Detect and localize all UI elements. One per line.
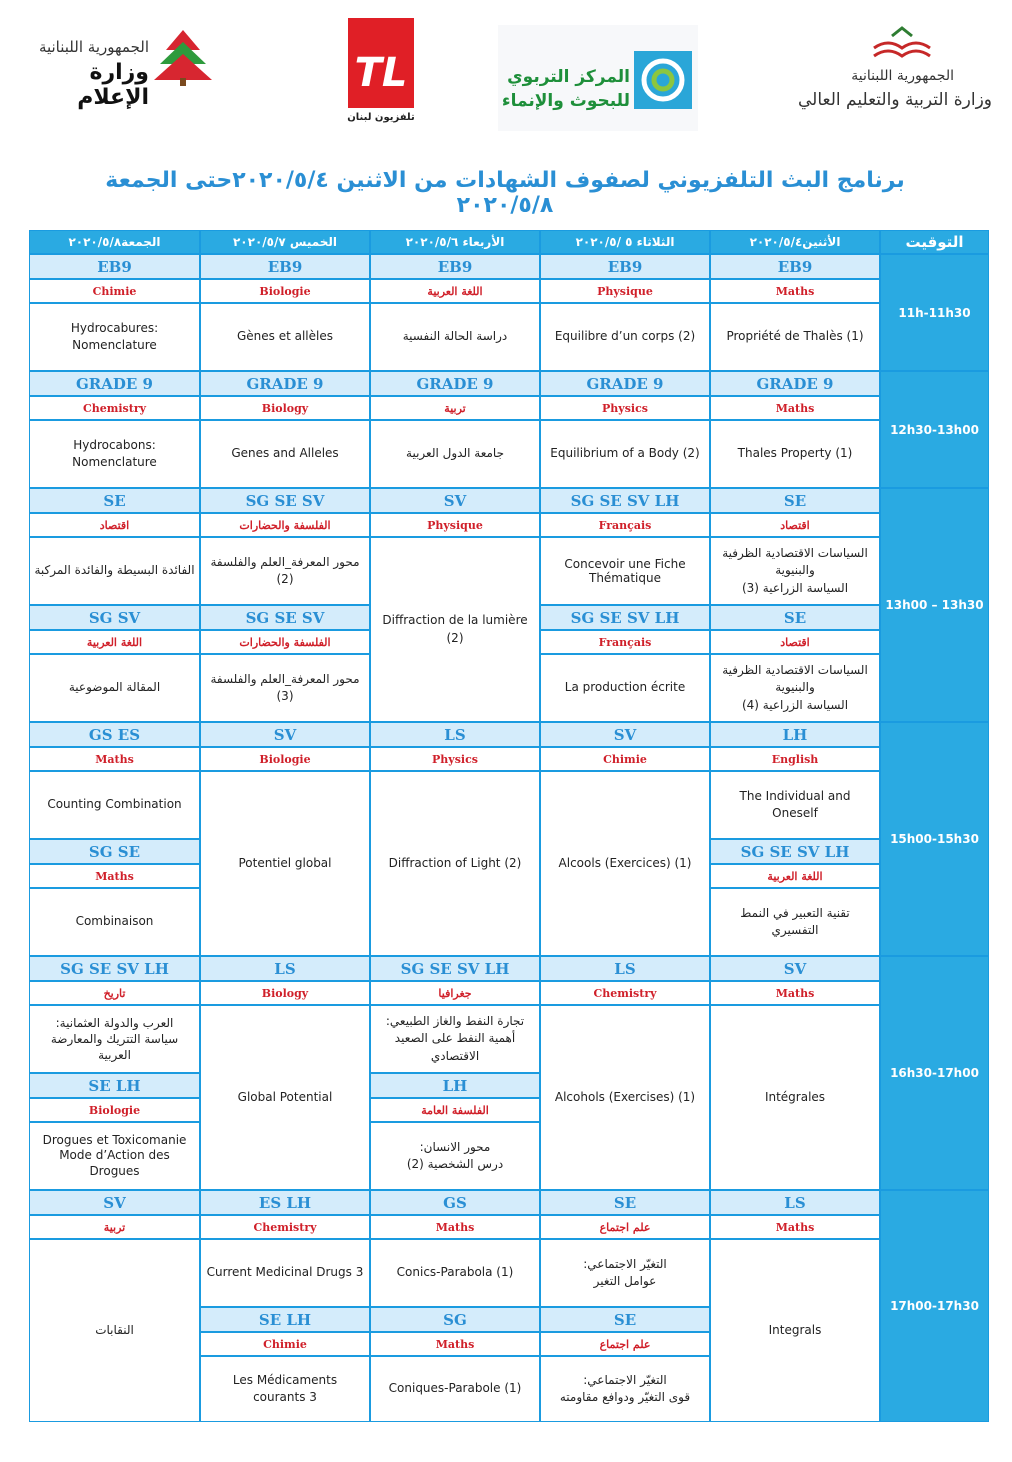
lesson-topic: Equilibre d’un corps (2) bbox=[540, 303, 710, 371]
class-group: SG SE SV bbox=[200, 605, 370, 630]
logo-text: للبحوث والإنماء bbox=[501, 91, 630, 111]
subject: Physics bbox=[540, 396, 710, 420]
subject: Chimie bbox=[29, 279, 200, 303]
logo-text: وزارة الإعلام bbox=[77, 60, 149, 110]
subject: Chimie bbox=[200, 1332, 370, 1356]
class-group: SV bbox=[29, 1190, 200, 1215]
class-group: SV bbox=[540, 722, 710, 747]
lesson-topic: Genes and Alleles bbox=[200, 420, 370, 488]
lesson-topic: Combinaison bbox=[29, 888, 200, 956]
subject: Biology bbox=[200, 396, 370, 420]
class-group: SG SE SV LH bbox=[370, 956, 540, 981]
class-group: SG SE bbox=[29, 839, 200, 864]
class-group: SE bbox=[540, 1307, 710, 1332]
subject: Maths bbox=[370, 1332, 540, 1356]
lesson-topic: Drogues et Toxicomanie Mode d’Action des Drogues bbox=[29, 1122, 200, 1190]
subject: تربية bbox=[29, 1215, 200, 1239]
lesson-topic: الفائدة البسيطة والفائدة المركبة bbox=[29, 537, 200, 605]
class-group: SE LH bbox=[29, 1073, 200, 1098]
lesson-topic: Integrals bbox=[710, 1239, 880, 1422]
subject: Chemistry bbox=[29, 396, 200, 420]
class-group: SE LH bbox=[200, 1307, 370, 1332]
class-group: LH bbox=[710, 722, 880, 747]
subject: اقتصاد bbox=[710, 513, 880, 537]
time-slot: 12h30-13h00 bbox=[880, 371, 989, 488]
class-group: EB9 bbox=[540, 254, 710, 279]
header-friday: الجمعة٢٠٢٠/٥/٨ bbox=[29, 230, 200, 254]
lesson-topic: The Individual and Oneself bbox=[710, 771, 880, 839]
class-group: EB9 bbox=[200, 254, 370, 279]
class-group: SG SV bbox=[29, 605, 200, 630]
lesson-topic: Counting Combination bbox=[29, 771, 200, 839]
subject: Biologie bbox=[200, 279, 370, 303]
subject: علم اجتماع bbox=[540, 1332, 710, 1356]
lesson-topic: النقابات bbox=[29, 1239, 200, 1422]
subject: Biology bbox=[200, 981, 370, 1005]
subject: Maths bbox=[710, 981, 880, 1005]
cedar-icon bbox=[152, 28, 214, 88]
subject: اللغة العربية bbox=[29, 630, 200, 654]
header-time: التوقيت bbox=[880, 230, 989, 254]
class-group: LS bbox=[370, 722, 540, 747]
spiral-icon bbox=[634, 51, 692, 109]
class-group: SG SE SV LH bbox=[710, 839, 880, 864]
subject: Maths bbox=[29, 747, 200, 771]
subject: علم اجتماع bbox=[540, 1215, 710, 1239]
class-group: SG SE SV LH bbox=[540, 605, 710, 630]
header-monday: الأثنين٢٠٢٠/٥/٤ bbox=[710, 230, 880, 254]
logo-text: الجمهورية اللبنانية bbox=[38, 38, 149, 56]
logo-text: الجمهورية اللبنانية bbox=[851, 68, 954, 84]
class-group: EB9 bbox=[29, 254, 200, 279]
header-thursday: الخميس ٢٠٢٠/٥/٧ bbox=[200, 230, 370, 254]
schedule-table bbox=[29, 230, 989, 1422]
lesson-topic: Coniques-Parabole (1) bbox=[370, 1356, 540, 1422]
tl-mark-icon bbox=[348, 18, 414, 108]
time-slot: 11h-11h30 bbox=[880, 254, 989, 371]
lesson-topic: Potentiel global bbox=[200, 771, 370, 956]
subject: Physique bbox=[540, 279, 710, 303]
lesson-topic: دراسة الحالة النفسية bbox=[370, 303, 540, 371]
lesson-topic: La production écrite bbox=[540, 654, 710, 722]
class-group: SE bbox=[540, 1190, 710, 1215]
class-group: GS bbox=[370, 1190, 540, 1215]
subject: Physics bbox=[370, 747, 540, 771]
lesson-topic: Les Médicaments courants 3 bbox=[200, 1356, 370, 1422]
class-group: EB9 bbox=[370, 254, 540, 279]
class-group: GRADE 9 bbox=[200, 371, 370, 396]
subject: Chemistry bbox=[540, 981, 710, 1005]
subject: الفلسفة العامة bbox=[370, 1098, 540, 1122]
crdp-logo bbox=[498, 25, 698, 131]
subject: Chemistry bbox=[200, 1215, 370, 1239]
class-group: LH bbox=[370, 1073, 540, 1098]
lesson-topic: Gènes et allèles bbox=[200, 303, 370, 371]
subject: جغرافيا bbox=[370, 981, 540, 1005]
subject: اللغة العربية bbox=[710, 864, 880, 888]
subject: Français bbox=[540, 630, 710, 654]
tele-liban-logo bbox=[348, 18, 414, 124]
subject: Maths bbox=[370, 1215, 540, 1239]
header-wednesday: الأربعاء ٢٠٢٠/٥/٦ bbox=[370, 230, 540, 254]
logo-caption: تلفزيون لبنان bbox=[347, 112, 415, 123]
lesson-topic: Diffraction of Light (2) bbox=[370, 771, 540, 956]
logo-text: المركز التربوي bbox=[507, 67, 630, 87]
subject: الفلسفة والحضارات bbox=[200, 513, 370, 537]
lesson-topic: Intégrales bbox=[710, 1005, 880, 1190]
time-slot: 17h00-17h30 bbox=[880, 1190, 989, 1422]
lesson-topic: محور الانسان: درس الشخصية (2) bbox=[370, 1122, 540, 1190]
class-group: SG SE SV LH bbox=[540, 488, 710, 513]
time-slot: 16h30-17h00 bbox=[880, 956, 989, 1190]
lesson-topic: Hydrocabons: Nomenclature bbox=[29, 420, 200, 488]
time-slot: 13h00 – 13h30 bbox=[880, 488, 989, 722]
subject: تربية bbox=[370, 396, 540, 420]
lesson-topic: التغيّر الاجتماعي: قوى التغيّر ودوافع مقاومته bbox=[540, 1356, 710, 1422]
book-icon bbox=[870, 26, 934, 62]
lesson-topic: Global Potential bbox=[200, 1005, 370, 1190]
subject: الفلسفة والحضارات bbox=[200, 630, 370, 654]
lesson-topic: جامعة الدول العربية bbox=[370, 420, 540, 488]
lesson-topic: Alcohols (Exercises) (1) bbox=[540, 1005, 710, 1190]
lesson-topic: Hydrocabures: Nomenclature bbox=[29, 303, 200, 371]
ministry-of-information-logo bbox=[24, 28, 214, 110]
class-group: SG SE SV bbox=[200, 488, 370, 513]
subject: Chimie bbox=[540, 747, 710, 771]
lesson-topic: المقالة الموضوعية bbox=[29, 654, 200, 722]
lesson-topic: محور المعرفة_العلم والفلسفة (3) bbox=[200, 654, 370, 722]
subject: اقتصاد bbox=[29, 513, 200, 537]
ministry-of-education-logo bbox=[796, 24, 1006, 120]
lesson-topic: Concevoir une Fiche Thématique bbox=[540, 537, 710, 605]
class-group: ES LH bbox=[200, 1190, 370, 1215]
subject: Maths bbox=[29, 864, 200, 888]
subject: Français bbox=[540, 513, 710, 537]
class-group: EB9 bbox=[710, 254, 880, 279]
lesson-topic: محور المعرفة_العلم والفلسفة (2) bbox=[200, 537, 370, 605]
lesson-topic: Conics-Parabola (1) bbox=[370, 1239, 540, 1307]
class-group: SG bbox=[370, 1307, 540, 1332]
class-group: GRADE 9 bbox=[370, 371, 540, 396]
class-group: GRADE 9 bbox=[710, 371, 880, 396]
subject: Physique bbox=[370, 513, 540, 537]
lesson-topic: Propriété de Thalès (1) bbox=[710, 303, 880, 371]
lesson-topic: Diffraction de la lumière (2) bbox=[370, 537, 540, 722]
lesson-topic: Alcools (Exercices) (1) bbox=[540, 771, 710, 956]
header-tuesday: الثلاثاء ٥ /٢٠٢٠/٥ bbox=[540, 230, 710, 254]
class-group: SE bbox=[710, 605, 880, 630]
class-group: LS bbox=[710, 1190, 880, 1215]
subject: Maths bbox=[710, 279, 880, 303]
class-group: GS ES bbox=[29, 722, 200, 747]
class-group: SV bbox=[370, 488, 540, 513]
class-group: SG SE SV LH bbox=[29, 956, 200, 981]
subject: Maths bbox=[710, 396, 880, 420]
subject: اقتصاد bbox=[710, 630, 880, 654]
class-group: GRADE 9 bbox=[540, 371, 710, 396]
subject: Maths bbox=[710, 1215, 880, 1239]
class-group: SE bbox=[29, 488, 200, 513]
subject: Biologie bbox=[29, 1098, 200, 1122]
class-group: LS bbox=[200, 956, 370, 981]
tl-mark-text: TL bbox=[354, 50, 408, 96]
lesson-topic: Current Medicinal Drugs 3 bbox=[200, 1239, 370, 1307]
class-group: SV bbox=[710, 956, 880, 981]
class-group: LS bbox=[540, 956, 710, 981]
subject: English bbox=[710, 747, 880, 771]
lesson-topic: تجارة النفط والغاز الطبيعي: أهمية النفط على الصعيد الاقتصادي bbox=[370, 1005, 540, 1073]
lesson-topic: Equilibrium of a Body (2) bbox=[540, 420, 710, 488]
class-group: GRADE 9 bbox=[29, 371, 200, 396]
lesson-topic: تقنية التعبير في النمط التفسيري bbox=[710, 888, 880, 956]
subject: تاريخ bbox=[29, 981, 200, 1005]
page-title: برنامج البث التلفزيوني لصفوف الشهادات من الاثنين ٢٠٢٠/٥/٤حتى الجمعة ٢٠٢٠/٥/٨ bbox=[105, 168, 905, 218]
lesson-topic: العرب والدولة العثمانية: سياسة التتريك والمعارضة العربية bbox=[29, 1005, 200, 1073]
lesson-topic: السياسات الاقتصادية الظرفية والبنيوية السياسة الزراعية (4) bbox=[710, 654, 880, 722]
subject: اللغة العربية bbox=[370, 279, 540, 303]
class-group: SV bbox=[200, 722, 370, 747]
class-group: SE bbox=[710, 488, 880, 513]
subject: Biologie bbox=[200, 747, 370, 771]
lesson-topic: التغيّر الاجتماعي: عوامل التغير bbox=[540, 1239, 710, 1307]
logo-text: وزارة التربية والتعليم العالي bbox=[797, 90, 992, 110]
time-slot: 15h00-15h30 bbox=[880, 722, 989, 956]
lesson-topic: السياسات الاقتصادية الظرفية والبنيوية السياسة الزراعية (3) bbox=[710, 537, 880, 605]
lesson-topic: Thales Property (1) bbox=[710, 420, 880, 488]
